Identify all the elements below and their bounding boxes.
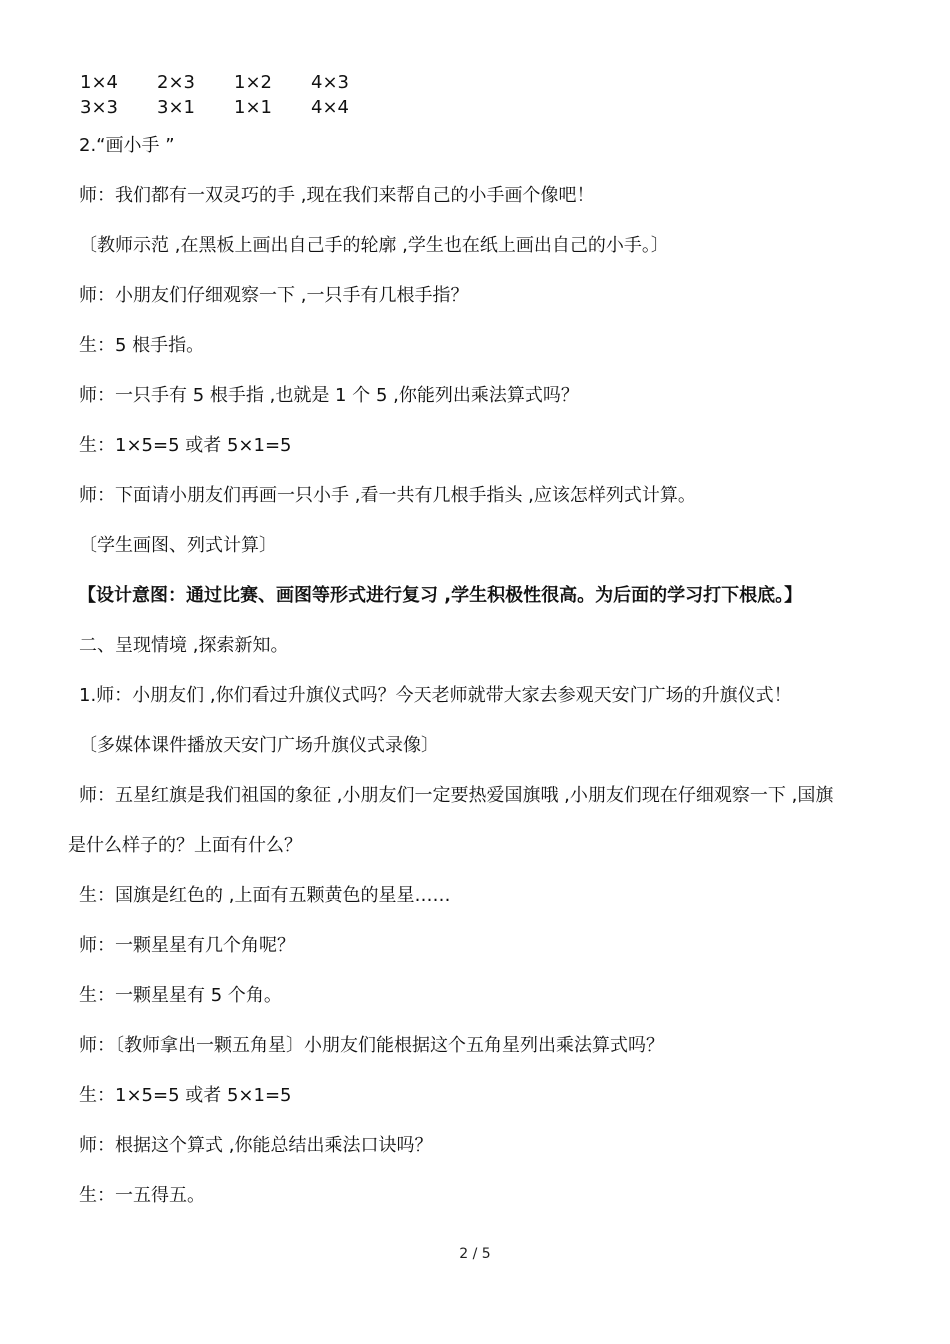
section-heading-new-knowledge: 二、呈现情境 ,探索新知。 (79, 635, 289, 656)
teacher-line: 师：根据这个算式 ,你能总结出乘法口诀吗？ (79, 1135, 433, 1156)
stage-direction: 〔教师示范 ,在黑板上画出自己手的轮廓 ,学生也在纸上画出自己的小手。〕 (79, 235, 669, 256)
teacher-line: 师：下面请小朋友们再画一只小手 ,看一共有几根手指头 ,应该怎样列式计算。 (79, 485, 696, 506)
multiplication-item: 1×1 (234, 97, 272, 118)
multiplication-item: 1×2 (234, 72, 272, 93)
multiplication-row (80, 70, 388, 95)
student-line: 生：一五得五。 (79, 1185, 205, 1206)
teacher-line: 师：小朋友们仔细观察一下 ,一只手有几根手指？ (79, 285, 469, 306)
multiplication-item: 4×4 (311, 97, 349, 118)
teacher-line: 1.师：小朋友们 ,你们看过升旗仪式吗？今天老师就带大家去参观天安门广场的升旗仪式！ (79, 685, 792, 706)
page-number: 2 / 5 (459, 1246, 491, 1262)
multiplication-item: 1×4 (80, 72, 118, 93)
student-line: 生：一颗星星有 5 个角。 (79, 985, 282, 1006)
teacher-line: 师：〔教师拿出一颗五角星〕小朋友们能根据这个五角星列出乘法算式吗？ (79, 1035, 664, 1056)
multiplication-row (80, 95, 388, 120)
student-line: 生：1×5=5 或者 5×1=5 (79, 435, 292, 456)
section-heading-draw-hands: 2.“画小手 ” (79, 135, 175, 156)
teacher-line: 师：一只手有 5 根手指 ,也就是 1 个 5 ,你能列出乘法算式吗？ (79, 385, 579, 406)
stage-direction: 〔学生画图、列式计算〕 (79, 535, 277, 556)
multiplication-item: 4×3 (311, 72, 349, 93)
student-line: 生：国旗是红色的 ,上面有五颗黄色的星星…… (79, 885, 451, 906)
multiplication-item: 2×3 (157, 72, 195, 93)
multiplication-exercise-table (80, 70, 388, 120)
student-line: 生：5 根手指。 (79, 335, 205, 356)
teacher-line-continuation: 是什么样子的？上面有什么？ (68, 835, 302, 856)
design-intent-note: 【设计意图：通过比赛、画图等形式进行复习 ,学生积极性很高。为后面的学习打下根底。】 (78, 585, 803, 606)
stage-direction: 〔多媒体课件播放天安门广场升旗仪式录像〕 (79, 735, 439, 756)
teacher-line: 师：一颗星星有几个角呢？ (79, 935, 295, 956)
multiplication-item: 3×1 (157, 97, 195, 118)
teacher-line: 师：五星红旗是我们祖国的象征 ,小朋友们一定要热爱国旗哦 ,小朋友们现在仔细观察一下 ,国旗 (79, 785, 834, 806)
student-line: 生：1×5=5 或者 5×1=5 (79, 1085, 292, 1106)
multiplication-item: 3×3 (80, 97, 118, 118)
teacher-line: 师：我们都有一双灵巧的手 ,现在我们来帮自己的小手画个像吧！ (79, 185, 595, 206)
